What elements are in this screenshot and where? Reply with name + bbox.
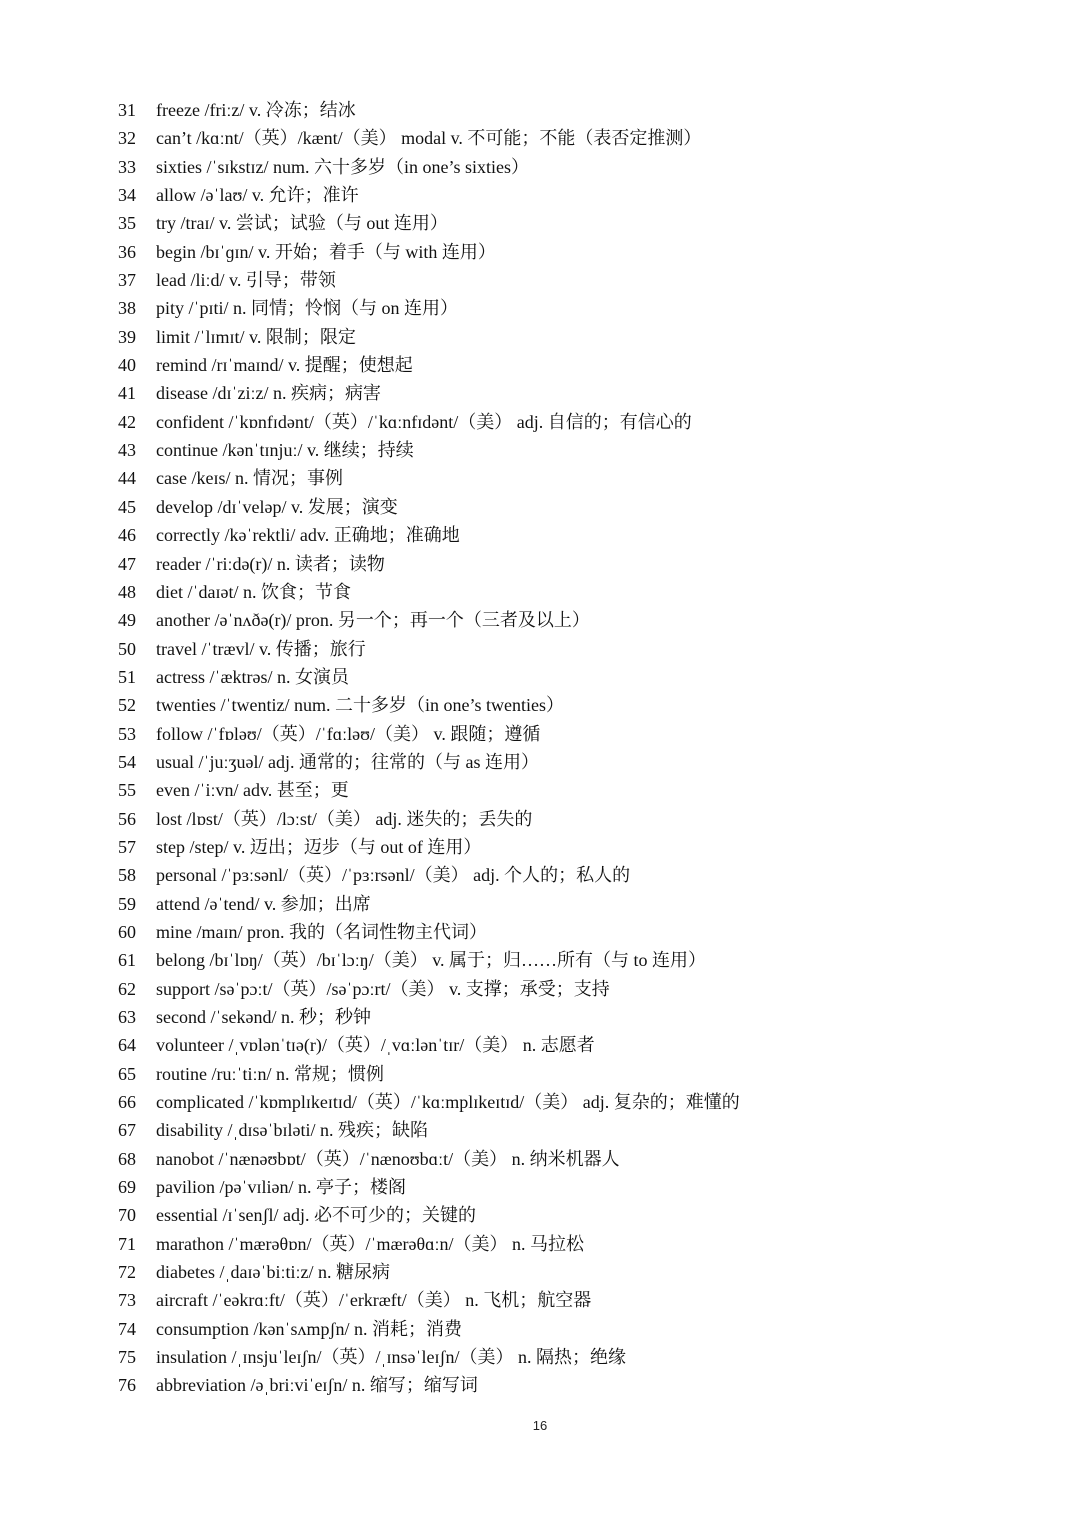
vocab-entry	[118, 153, 1058, 181]
entry-text: nanobot /ˈnænəʊbɒt/（英）/ˈnænoʊbɑːt/（美） n. 纳米机器人	[156, 1148, 620, 1169]
entry-text: limit /ˈlɪmɪt/ v. 限制；限定	[156, 326, 356, 347]
entry-text: pity /ˈpɪti/ n. 同情；怜悯（与 on 连用）	[156, 298, 458, 319]
entry-text: usual /ˈjuːʒuəl/ adj. 通常的；往常的（与 as 连用）	[156, 751, 539, 772]
entry-number: 33	[118, 156, 136, 177]
entry-number: 68	[118, 1148, 136, 1169]
vocab-entry	[118, 238, 1058, 266]
entry-text: correctly /kəˈrektli/ adv. 正确地；准确地	[156, 525, 460, 546]
vocab-entry	[118, 833, 1058, 861]
vocabulary-list	[118, 96, 1058, 1400]
entry-number: 34	[118, 185, 136, 206]
entry-text: travel /ˈtrævl/ v. 传播；旅行	[156, 638, 366, 659]
entry-text: marathon /ˈmærəθɒn/（英）/ˈmærəθɑːn/（美） n. 马拉松	[156, 1233, 585, 1254]
vocab-entry	[118, 1088, 1058, 1116]
entry-text: complicated /ˈkɒmplɪkeɪtɪd/（英）/ˈkɑːmplɪkeɪtɪd/（美） adj. 复杂的；难懂的	[156, 1092, 740, 1113]
vocab-entry	[118, 663, 1058, 691]
entry-number: 71	[118, 1233, 136, 1254]
vocab-entry	[118, 1003, 1058, 1031]
vocab-entry	[118, 323, 1058, 351]
entry-number: 49	[118, 610, 136, 631]
entry-text: routine /ruːˈtiːn/ n. 常规；惯例	[156, 1063, 384, 1084]
vocab-entry	[118, 1173, 1058, 1201]
entry-text: even /ˈiːvn/ adv. 甚至；更	[156, 780, 349, 801]
entry-number: 53	[118, 723, 136, 744]
vocab-entry	[118, 748, 1058, 776]
entry-text: develop /dɪˈveləp/ v. 发展；演变	[156, 496, 398, 517]
vocab-entry	[118, 1371, 1058, 1399]
vocab-entry	[118, 351, 1058, 379]
entry-text: another /əˈnʌðə(r)/ pron. 另一个；再一个（三者及以上）	[156, 610, 590, 631]
entry-number: 55	[118, 780, 136, 801]
entry-text: mine /maɪn/ pron. 我的（名词性物主代词）	[156, 921, 487, 942]
vocab-entry	[118, 1258, 1058, 1286]
vocab-entry	[118, 1116, 1058, 1144]
entry-text: second /ˈsekənd/ n. 秒；秒钟	[156, 1007, 371, 1027]
entry-text: follow /ˈfɒləʊ/（英）/ˈfɑːləʊ/（美） v. 跟随；遵循	[156, 723, 541, 744]
vocab-entry	[118, 606, 1058, 634]
page-number: 16	[532, 1418, 548, 1433]
entry-number: 73	[118, 1290, 136, 1311]
vocab-entry	[118, 209, 1058, 237]
entry-number: 39	[118, 326, 136, 347]
entry-number: 62	[118, 978, 136, 999]
entry-text: sixties /ˈsɪkstɪz/ num. 六十多岁（in one’s sixties）	[156, 156, 529, 177]
entry-number: 60	[118, 921, 136, 942]
entry-number: 51	[118, 666, 136, 687]
entry-text: aircraft /ˈeəkrɑːft/（英）/ˈerkræft/（美） n. 飞机；航空器	[156, 1290, 592, 1311]
entry-text: attend /əˈtend/ v. 参加；出席	[156, 893, 371, 914]
vocab-entry	[118, 918, 1058, 946]
vocab-entry	[118, 124, 1058, 152]
entry-number: 36	[118, 241, 136, 262]
vocab-entry	[118, 550, 1058, 578]
entry-text: case /keɪs/ n. 情况；事例	[156, 468, 343, 489]
entry-text: personal /ˈpɜːsənl/（英）/ˈpɜːrsənl/（美） adj. 个人的；私人的	[156, 865, 631, 886]
entry-number: 35	[118, 213, 136, 234]
entry-text: lead /liːd/ v. 引导；带领	[156, 270, 336, 291]
entry-number: 61	[118, 950, 136, 971]
entry-text: abbreviation /əˌbriːviˈeɪʃn/ n. 缩写；缩写词	[156, 1375, 478, 1396]
vocab-entry	[118, 436, 1058, 464]
entry-number: 75	[118, 1347, 136, 1368]
vocab-entry	[118, 946, 1058, 974]
vocab-entry	[118, 776, 1058, 804]
vocab-entry	[118, 1201, 1058, 1229]
vocab-entry	[118, 861, 1058, 889]
entry-text: disease /dɪˈziːz/ n. 疾病；病害	[156, 383, 381, 404]
entry-text: begin /bɪˈɡɪn/ v. 开始；着手（与 with 连用）	[156, 241, 496, 262]
entry-text: essential /ɪˈsenʃl/ adj. 必不可少的；关键的	[156, 1205, 476, 1226]
entry-text: actress /ˈæktrəs/ n. 女演员	[156, 666, 349, 687]
entry-number: 48	[118, 581, 136, 602]
entry-text: disability /ˌdɪsəˈbɪləti/ n. 残疾；缺陷	[156, 1120, 428, 1141]
entry-number: 57	[118, 836, 136, 857]
entry-text: allow /əˈlaʊ/ v. 允许；准许	[156, 185, 359, 206]
entry-number: 56	[118, 808, 136, 829]
entry-number: 76	[118, 1375, 136, 1396]
entry-text: pavilion /pəˈvɪliən/ n. 亭子；楼阁	[156, 1177, 406, 1198]
entry-text: lost /lɒst/（英）/lɔːst/（美） adj. 迷失的；丢失的	[156, 808, 533, 829]
entry-number: 52	[118, 695, 136, 716]
vocab-entry	[118, 379, 1058, 407]
entry-number: 31	[118, 100, 136, 120]
entry-text: reader /ˈriːdə(r)/ n. 读者；读物	[156, 553, 385, 574]
vocab-entry	[118, 1286, 1058, 1314]
vocab-entry	[118, 1343, 1058, 1371]
entry-number: 72	[118, 1262, 136, 1283]
vocab-entry	[118, 805, 1058, 833]
entry-number: 58	[118, 865, 136, 886]
vocab-entry	[118, 181, 1058, 209]
vocab-entry	[118, 464, 1058, 492]
vocab-entry	[118, 96, 1058, 124]
entry-number: 69	[118, 1177, 136, 1198]
vocab-entry	[118, 635, 1058, 663]
entry-number: 45	[118, 496, 136, 517]
entry-number: 41	[118, 383, 136, 404]
entry-number: 32	[118, 128, 136, 149]
entry-number: 37	[118, 270, 136, 291]
entry-number: 47	[118, 553, 136, 574]
vocab-entry	[118, 1145, 1058, 1173]
entry-number: 70	[118, 1205, 136, 1226]
vocab-entry	[118, 1230, 1058, 1258]
entry-text: can’t /kɑːnt/（英）/kænt/（美） modal v. 不可能；不能（表否定推测）	[156, 128, 702, 149]
entry-number: 42	[118, 411, 136, 432]
entry-number: 44	[118, 468, 136, 489]
entry-number: 65	[118, 1063, 136, 1084]
entry-number: 66	[118, 1092, 136, 1113]
entry-text: consumption /kənˈsʌmpʃn/ n. 消耗；消费	[156, 1318, 462, 1339]
entry-text: step /step/ v. 迈出；迈步（与 out of 连用）	[156, 836, 482, 857]
entry-text: belong /bɪˈlɒŋ/（英）/bɪˈlɔːŋ/（美） v. 属于；归……所有（与 to 连用）	[156, 950, 707, 971]
entry-number: 46	[118, 525, 136, 546]
entry-number: 63	[118, 1007, 136, 1027]
entry-text: try /traɪ/ v. 尝试；试验（与 out 连用）	[156, 213, 448, 234]
entry-number: 74	[118, 1318, 136, 1339]
vocab-entry	[118, 975, 1058, 1003]
vocab-entry	[118, 408, 1058, 436]
entry-text: support /səˈpɔːt/（英）/səˈpɔːrt/（美） v. 支撑；承受；支持	[156, 978, 610, 999]
entry-number: 67	[118, 1120, 136, 1141]
vocab-entry	[118, 720, 1058, 748]
vocab-entry	[118, 1031, 1058, 1059]
vocab-entry	[118, 578, 1058, 606]
vocab-entry	[118, 691, 1058, 719]
entry-number: 40	[118, 355, 136, 376]
entry-text: insulation /ˌɪnsjuˈleɪʃn/（英）/ˌɪnsəˈleɪʃn/（美） n. 隔热；绝缘	[156, 1347, 626, 1368]
entry-text: twenties /ˈtwentiz/ num. 二十多岁（in one’s twenties）	[156, 695, 564, 716]
entry-number: 54	[118, 751, 136, 772]
entry-text: continue /kənˈtɪnjuː/ v. 继续；持续	[156, 440, 414, 461]
entry-text: remind /rɪˈmaɪnd/ v. 提醒；使想起	[156, 355, 413, 376]
vocab-entry	[118, 294, 1058, 322]
entry-number: 43	[118, 440, 136, 461]
vocab-entry	[118, 521, 1058, 549]
entry-text: diet /ˈdaɪət/ n. 饮食；节食	[156, 581, 351, 602]
entry-text: diabetes /ˌdaɪəˈbiːtiːz/ n. 糖尿病	[156, 1262, 390, 1283]
vocab-entry	[118, 890, 1058, 918]
vocab-entry	[118, 266, 1058, 294]
entry-number: 64	[118, 1035, 136, 1056]
entry-text: volunteer /ˌvɒlənˈtɪə(r)/（英）/ˌvɑːlənˈtɪr/（美） n. 志愿者	[156, 1035, 595, 1056]
entry-text: freeze /friːz/ v. 冷冻；结冰	[156, 100, 356, 120]
entry-number: 59	[118, 893, 136, 914]
entry-number: 50	[118, 638, 136, 659]
vocab-entry	[118, 1315, 1058, 1343]
entry-number: 38	[118, 298, 136, 319]
vocab-entry	[118, 493, 1058, 521]
vocab-entry	[118, 1060, 1058, 1088]
entry-text: confident /ˈkɒnfɪdənt/（英）/ˈkɑːnfɪdənt/（美） adj. 自信的；有信心的	[156, 411, 692, 432]
